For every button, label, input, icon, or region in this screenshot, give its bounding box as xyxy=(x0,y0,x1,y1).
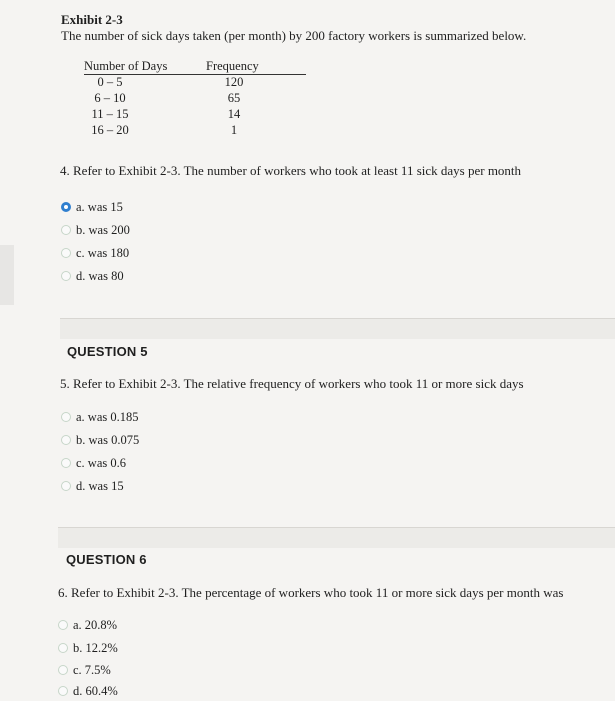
question-5-text: 5. Refer to Exhibit 2-3. The relative frequency of workers who took 11 or more sick days xyxy=(60,376,524,391)
exhibit-description: The number of sick days taken (per month) by 200 factory workers is summarized below. xyxy=(61,28,527,43)
radio-icon[interactable] xyxy=(61,481,71,491)
radio-icon[interactable] xyxy=(58,686,68,696)
option-label: a. 20.8% xyxy=(73,618,118,632)
option-label: a. was 0.185 xyxy=(76,410,139,424)
table-row xyxy=(84,106,306,122)
option-label: c. was 0.6 xyxy=(76,456,126,470)
question-4-text: 4. Refer to Exhibit 2-3. The number of workers who took at least 11 sick days per month xyxy=(60,163,522,178)
radio-selected-icon[interactable] xyxy=(61,202,71,212)
table-cell-days: 16 – 20 xyxy=(91,123,129,137)
option-label: c. 7.5% xyxy=(73,663,111,677)
table-cell-days: 0 – 5 xyxy=(97,75,123,89)
table-cell-frequency: 65 xyxy=(227,91,241,105)
question-6-text: 6. Refer to Exhibit 2-3. The percentage of workers who took 11 or more sick days per month was xyxy=(58,585,564,600)
section-band xyxy=(58,528,615,548)
question-5-heading: QUESTION 5 xyxy=(67,344,148,359)
frequency-table xyxy=(84,59,306,138)
radio-icon[interactable] xyxy=(61,271,71,281)
section-band xyxy=(60,319,615,339)
header-number-of-days: Number of Days xyxy=(84,59,168,73)
table-cell-days: 6 – 10 xyxy=(94,91,126,105)
option-label: b. was 200 xyxy=(76,223,130,237)
question-6-heading: QUESTION 6 xyxy=(66,552,147,567)
left-edge-strip xyxy=(0,245,14,305)
table-row xyxy=(84,122,306,138)
table-row xyxy=(84,90,306,106)
radio-icon[interactable] xyxy=(61,412,71,422)
option-label: d. 60.4% xyxy=(73,684,118,698)
table-cell-frequency: 14 xyxy=(227,107,241,121)
radio-icon[interactable] xyxy=(58,620,68,630)
table-cell-days: 11 – 15 xyxy=(91,107,129,121)
table-header-row xyxy=(84,59,306,74)
table-cell-frequency: 120 xyxy=(224,75,244,89)
header-frequency: Frequency xyxy=(206,59,259,73)
option-label: c. was 180 xyxy=(76,246,130,260)
table-cell-frequency: 1 xyxy=(230,123,238,137)
option-label: b. was 0.075 xyxy=(76,433,140,447)
radio-icon[interactable] xyxy=(61,225,71,235)
option-label: d. was 80 xyxy=(76,269,124,283)
radio-icon[interactable] xyxy=(61,248,71,258)
option-label: d. was 15 xyxy=(76,479,124,493)
radio-icon[interactable] xyxy=(61,435,71,445)
radio-icon[interactable] xyxy=(58,643,68,653)
table-row xyxy=(84,74,306,90)
option-label: b. 12.2% xyxy=(73,641,118,655)
option-label: a. was 15 xyxy=(76,200,123,214)
radio-icon[interactable] xyxy=(58,665,68,675)
exhibit-title: Exhibit 2-3 xyxy=(61,12,123,27)
radio-icon[interactable] xyxy=(61,458,71,468)
